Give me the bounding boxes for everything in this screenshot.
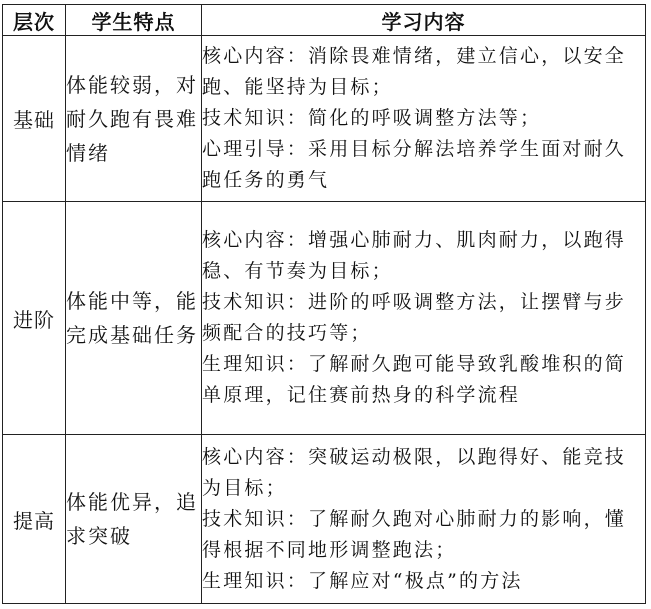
header-content: 学习内容 (202, 5, 646, 36)
content-item-physiology: 生理知识：了解耐久跑可能导致乳酸堆积的简单原理，记住赛前热身的科学流程 (202, 353, 627, 406)
learning-levels-table (2, 4, 646, 604)
table-row-basic (3, 36, 646, 202)
table-row-improvement (3, 435, 646, 604)
content-item-technique: 技术知识：简化的呼吸调整方法等； (202, 107, 542, 129)
traits-cell: 体能优异，追求突破 (66, 435, 202, 604)
content-cell (202, 36, 646, 202)
content-item-technique: 技术知识：进阶的呼吸调整方法，让摆臂与步频配合的技巧等； (202, 291, 627, 344)
level-cell: 提高 (3, 435, 66, 604)
header-level: 层次 (3, 5, 66, 36)
level-cell: 基础 (3, 36, 66, 202)
table-header-row (3, 5, 646, 36)
level-cell: 进阶 (3, 202, 66, 435)
content-item-core: 核心内容：增强心肺耐力、肌肉耐力，以跑得稳、有节奏为目标； (202, 229, 627, 282)
traits-cell: 体能较弱，对耐久跑有畏难情绪 (66, 36, 202, 202)
content-item-technique: 技术知识：了解耐久跑对心肺耐力的影响，懂得根据不同地形调整跑法； (202, 507, 627, 561)
content-item-core: 核心内容：突破运动极限，以跑得好、能竞技为目标； (202, 445, 627, 499)
content-item-psychology: 心理引导：采用目标分解法培养学生面对耐久跑任务的勇气 (202, 138, 627, 191)
table-row-advanced (3, 202, 646, 435)
traits-cell: 体能中等，能完成基础任务 (66, 202, 202, 435)
content-item-physiology: 生理知识：了解应对“极点”的方法 (202, 569, 523, 592)
content-item-core: 核心内容：消除畏难情绪，建立信心，以安全跑、能坚持为目标； (202, 45, 627, 98)
content-cell (202, 202, 646, 435)
header-traits: 学生特点 (66, 5, 202, 36)
content-cell (202, 435, 646, 604)
